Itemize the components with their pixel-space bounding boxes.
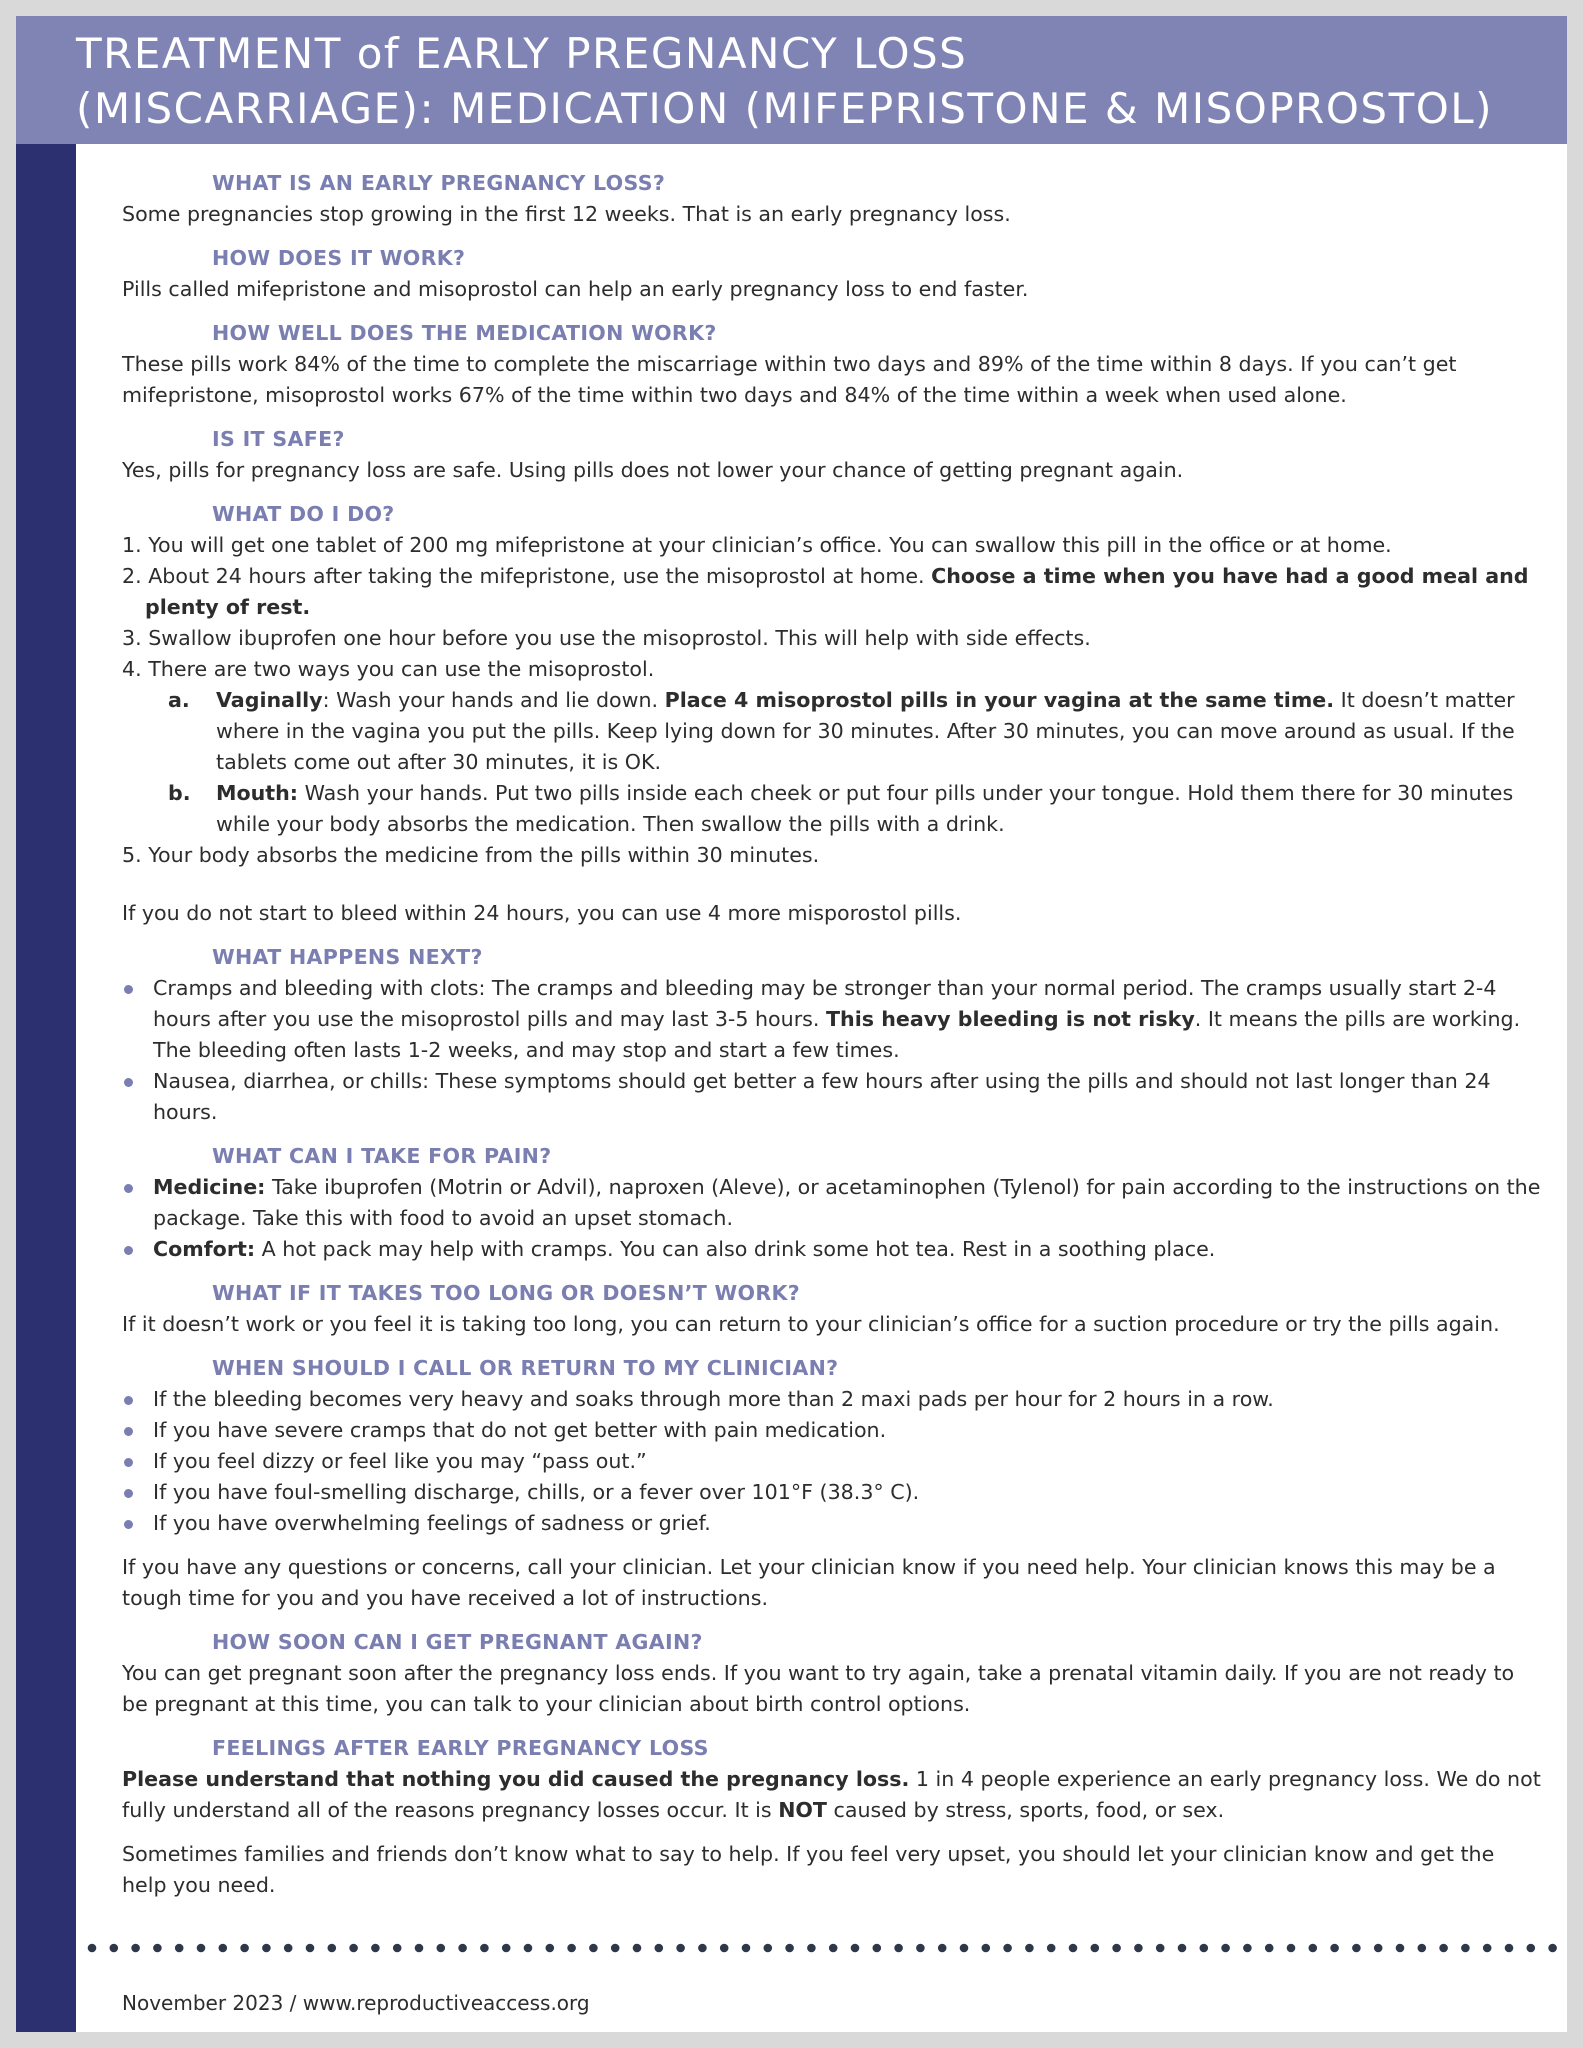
step-4b-letter: b. <box>168 781 191 805</box>
title-banner <box>16 16 1567 144</box>
step-4a-title: Vaginally <box>216 688 323 712</box>
paragraph-feelings-2: Sometimes families and friends don’t know what to say to help. If you feel very upset, you should let your clinician know and get the help you need. <box>122 1842 1495 1897</box>
paragraph-too-long: If it doesn’t work or you feel it is taking too long, you can return to your clinician’s office for a suction procedure or try the pills again. <box>122 1312 1500 1336</box>
heading-pain: WHAT CAN I TAKE FOR PAIN? <box>212 1144 552 1168</box>
dotted-divider <box>86 1940 1561 1956</box>
step-4a-bold: Place 4 misoprostol pills in your vagina at the same time. <box>664 688 1335 712</box>
list-item: If you have severe cramps that do not get better with pain medication. <box>122 1415 1542 1446</box>
heading-call: WHEN SHOULD I CALL OR RETURN TO MY CLINICIAN? <box>212 1356 839 1380</box>
step-4a-text-2: It doesn’t matter where in the vagina you put the pills. Keep lying down for 30 minutes. After 30 minutes, you can move around as usual. If the tablets come out after 30 minutes, it is OK. <box>216 688 1515 774</box>
step-4b <box>122 778 1542 840</box>
paragraph-what-is: Some pregnancies stop growing in the first 12 weeks. That is an early pregnancy loss. <box>122 202 1011 226</box>
footer-text: November 2023 / www.reproductiveaccess.org <box>122 1991 590 2015</box>
heading-how-work: HOW DOES IT WORK? <box>212 246 466 270</box>
step-2-bold: Choose a time when you have had a good meal and plenty of rest. <box>145 564 1529 619</box>
paragraph-no-bleed: If you do not start to bleed within 24 hours, you can use 4 more misporostol pills. <box>122 901 962 925</box>
heading-what-do: WHAT DO I DO? <box>212 502 395 526</box>
step-3: 3. Swallow ibuprofen one hour before you use the misoprostol. This will help with side effects. <box>122 626 1091 650</box>
paragraph-how-well: These pills work 84% of the time to complete the miscarriage within two days and 89% of the time within 8 days. If you can’t get mifepristone, misoprostol works 67% of the time within two days and 84% of the time within a week when used alone. <box>122 352 1457 407</box>
document-body <box>122 168 1542 1914</box>
feelings-text-2: caused by stress, sports, food, or sex. <box>826 1798 1225 1822</box>
medicine-label: Medicine: <box>153 1175 266 1199</box>
heading-how-well: HOW WELL DOES THE MEDICATION WORK? <box>212 321 717 345</box>
medicine-text: Take ibuprofen (Motrin or Advil), naproxen (Aleve), or acetaminophen (Tylenol) for pain according to the instructions on the package. Take this with food to avoid an upset stomach. <box>153 1175 1541 1230</box>
title-line-1: TREATMENT of EARLY PREGNANCY LOSS <box>76 29 968 78</box>
feelings-text: 1 in 4 people experience an early pregnancy loss. We do not fully understand all of the reasons pregnancy losses occur. It is <box>122 1767 1541 1822</box>
step-4a-letter: a. <box>168 688 190 712</box>
step-1: 1. You will get one tablet of 200 mg mifepristone at your clinician’s office. You can swallow this pill in the office or at home. <box>122 533 1392 557</box>
document-page <box>16 16 1567 2032</box>
list-item-cramps <box>122 973 1542 1066</box>
step-2 <box>122 561 1542 623</box>
step-5: 5. Your body absorbs the medicine from the pills within 30 minutes. <box>122 843 820 867</box>
list-item: If you have overwhelming feelings of sadness or grief. <box>122 1508 1542 1539</box>
steps-list <box>122 530 1542 871</box>
list-item-nausea: Nausea, diarrhea, or chills: These symptoms should get better a few hours after using the pills and should not last longer than 24 hours. <box>122 1066 1542 1128</box>
feelings-bold: Please understand that nothing you did caused the pregnancy loss. <box>122 1767 910 1791</box>
comfort-text: A hot pack may help with cramps. You can also drink some hot tea. Rest in a soothing place. <box>255 1237 1216 1261</box>
pain-list <box>122 1172 1542 1265</box>
list-item: If you feel dizzy or feel like you may “pass out.” <box>122 1446 1542 1477</box>
paragraph-questions: If you have any questions or concerns, call your clinician. Let your clinician know if you need help. Your clinician knows this may be a tough time for you and you have received a lot of instructions. <box>122 1555 1496 1610</box>
cramps-text-2: . It means the pills are working. The bleeding often lasts 1-2 weeks, and may stop and start a few times. <box>153 1007 1521 1062</box>
cramps-text: Cramps and bleeding with clots: The cramps and bleeding may be stronger than your normal period. The cramps usually start 2-4 hours after you use the misoprostol pills and may last 3-5 hours. <box>153 976 1497 1031</box>
paragraph-safe: Yes, pills for pregnancy loss are safe. Using pills does not lower your chance of getting pregnant again. <box>122 458 1184 482</box>
heading-too-long: WHAT IF IT TAKES TOO LONG OR DOESN’T WORK? <box>212 1281 801 1305</box>
title-line-2: (MISCARRIAGE): MEDICATION (MIFEPRISTONE & MISOPROSTOL) <box>76 84 1494 133</box>
step-4b-text: Wash your hands. Put two pills inside each cheek or put four pills under your tongue. Hold them there for 30 minutes while your body absorbs the medication. Then swallow the pills with a drink. <box>216 781 1514 836</box>
next-list <box>122 973 1542 1128</box>
step-4a-text: : Wash your hands and lie down. <box>322 688 665 712</box>
list-item-comfort <box>122 1234 1542 1265</box>
step-4a <box>122 685 1542 778</box>
feelings-not: NOT <box>778 1798 827 1822</box>
heading-next: WHAT HAPPENS NEXT? <box>212 945 483 969</box>
heading-safe: IS IT SAFE? <box>212 427 345 451</box>
paragraph-feelings-1 <box>122 1764 1542 1826</box>
step-4b-title: Mouth: <box>216 781 299 805</box>
list-item: If the bleeding becomes very heavy and soaks through more than 2 maxi pads per hour for 2 hours in a row. <box>122 1384 1542 1415</box>
sidebar-bar <box>16 144 76 2032</box>
step-2-text: 2. About 24 hours after taking the mifepristone, use the misoprostol at home. <box>122 564 932 588</box>
step-4: 4. There are two ways you can use the misoprostol. <box>122 657 655 681</box>
list-item: If you have foul-smelling discharge, chills, or a fever over 101°F (38.3° C). <box>122 1477 1542 1508</box>
paragraph-pregnant: You can get pregnant soon after the pregnancy loss ends. If you want to try again, take a prenatal vitamin daily. If you are not ready to be pregnant at this time, you can talk to your clinician about birth control options. <box>122 1661 1515 1716</box>
heading-feelings: FEELINGS AFTER EARLY PREGNANCY LOSS <box>212 1736 709 1760</box>
heading-what-is: WHAT IS AN EARLY PREGNANCY LOSS? <box>212 171 666 195</box>
list-item-medicine <box>122 1172 1542 1234</box>
cramps-bold: This heavy bleeding is not risky <box>826 1007 1195 1031</box>
call-list <box>122 1384 1542 1539</box>
heading-pregnant: HOW SOON CAN I GET PREGNANT AGAIN? <box>212 1630 703 1654</box>
paragraph-how-work: Pills called mifepristone and misoprostol can help an early pregnancy loss to end faster. <box>122 277 1029 301</box>
comfort-label: Comfort: <box>153 1237 256 1261</box>
